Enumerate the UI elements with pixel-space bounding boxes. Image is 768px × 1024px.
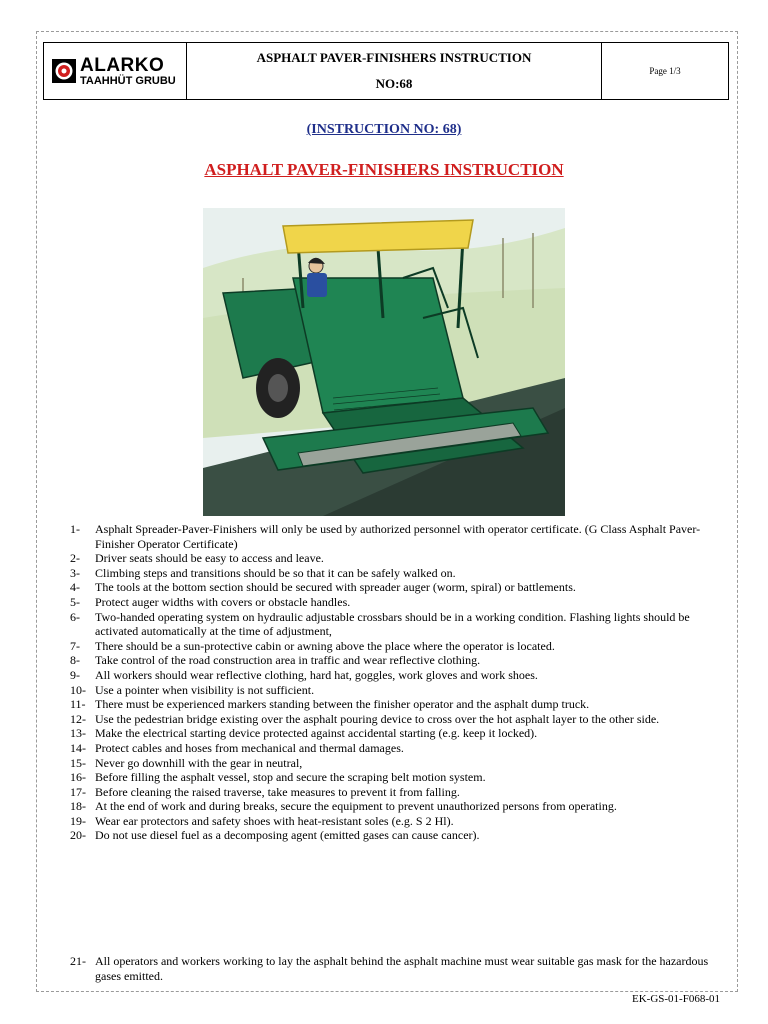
document-header bbox=[43, 42, 729, 100]
list-item: 13- Make the electrical starting device protected against accidental starting (e.g. keep it locked). bbox=[70, 726, 538, 741]
page-title: ASPHALT PAVER-FINISHERS INSTRUCTION bbox=[204, 160, 564, 179]
header-number: NO:68 bbox=[375, 76, 413, 91]
list-item-21: 21- All operators and workers working to lay the asphalt behind the asphalt machine must wear suitable gas mask for the hazardous gases emitted. bbox=[70, 954, 709, 983]
list-item: 10- Use a pointer when visibility is not sufficient. bbox=[70, 682, 315, 697]
logo-brand: ALARKO bbox=[80, 54, 165, 76]
list-item: 16- Before filling the asphalt vessel, stop and secure the scraping belt motion system. bbox=[70, 770, 486, 785]
company-logo bbox=[44, 43, 187, 99]
header-title: ASPHALT PAVER-FINISHERS INSTRUCTION bbox=[256, 50, 532, 65]
list-item: 12- Use the pedestrian bridge existing over the asphalt pouring device to cross over the hot asphalt layer to the other side. bbox=[70, 711, 660, 726]
list-item: 5- Protect auger widths with covers or obstacle handles. bbox=[70, 594, 351, 609]
list-item: 20- Do not use diesel fuel as a decomposing agent (emitted gases can cause cancer). bbox=[70, 828, 480, 843]
alarko-logo-icon bbox=[52, 59, 76, 83]
instruction-subtitle: (INSTRUCTION NO: 68) bbox=[306, 122, 462, 137]
page-number: Page 1/3 bbox=[649, 66, 681, 76]
logo-subtitle: TAAHHÜT GRUBU bbox=[80, 74, 176, 87]
list-item: 8- Take control of the road construction area in traffic and wear reflective clothing. bbox=[70, 653, 481, 668]
list-item: 7- There should be a sun-protective cabin or awning above the place where the operator is located. bbox=[70, 638, 555, 653]
instruction-list bbox=[70, 522, 710, 843]
list-item: 1- Asphalt Spreader-Paver-Finishers will only be used by authorized personnel with operator certificate. (G Class Asphalt Paver-Finisher Operator Certificate) bbox=[70, 522, 701, 551]
paver-illustration bbox=[203, 208, 565, 516]
list-item: 15- Never go downhill with the gear in neutral, bbox=[70, 755, 303, 770]
list-item: 19- Wear ear protectors and safety shoes with heat-resistant soles (e.g. S 2 Hl). bbox=[70, 813, 454, 828]
list-item: 17- Before cleaning the raised traverse, take measures to prevent it from falling. bbox=[70, 784, 460, 799]
list-item: 2- Driver seats should be easy to access and leave. bbox=[70, 551, 324, 566]
asphalt-paver-icon bbox=[203, 208, 565, 516]
list-item: 14- Protect cables and hoses from mechanical and thermal damages. bbox=[70, 740, 404, 755]
list-item: 3- Climbing steps and transitions should be so that it can be safely walked on. bbox=[70, 565, 456, 580]
header-title-cell bbox=[187, 43, 602, 99]
list-item: 6- Two-handed operating system on hydraulic adjustable crossbars should be in a working condition. Flashing lights should be activated automatically at the time of adjustment, bbox=[70, 609, 690, 639]
list-item: 4- The tools at the bottom section should be secured with spreader auger (worm, spiral) or battlements. bbox=[70, 580, 576, 595]
list-item: 18- At the end of work and during breaks, secure the equipment to prevent unauthorized persons from operating. bbox=[70, 799, 617, 814]
list-item: 11- There must be experienced markers standing between the finisher operator and the asphalt dump truck. bbox=[70, 697, 590, 712]
document-code: EK-GS-01-F068-01 bbox=[632, 993, 720, 1005]
list-item: 9- All workers should wear reflective clothing, hard hat, goggles, work gloves and work shoes. bbox=[70, 667, 538, 682]
